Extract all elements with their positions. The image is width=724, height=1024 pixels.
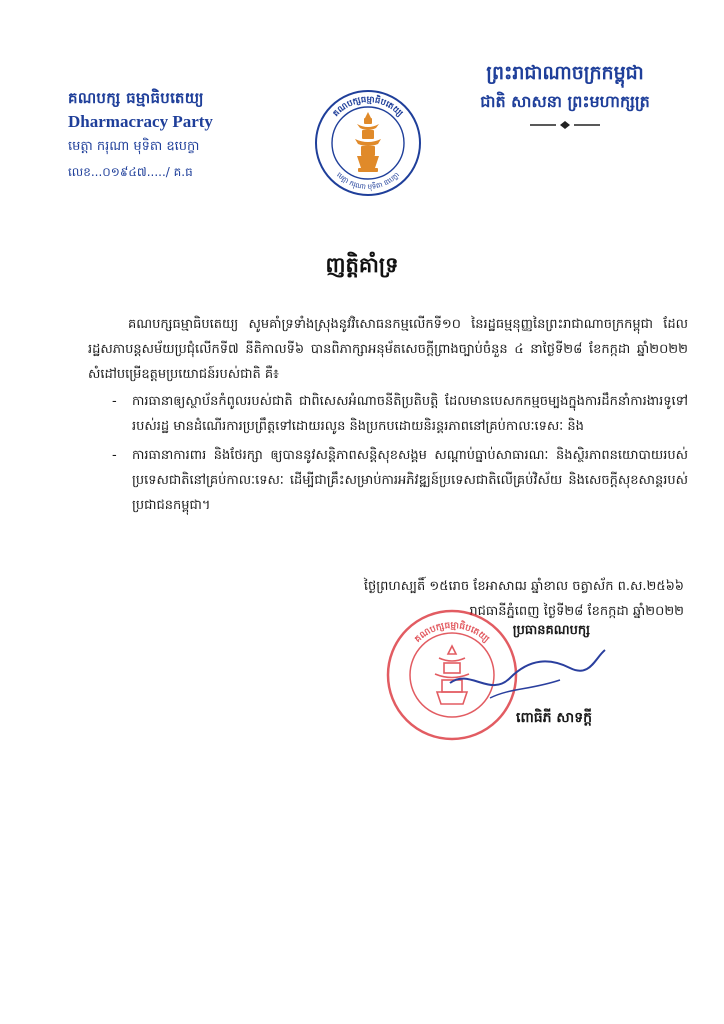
point-text: ការធានាឲ្យស្ថាប័នកំពូលរបស់ជាតិ ជាពិសេសអំណាចនីតិប្រតិបត្តិ ដែលមានបេសកកម្មចម្បងក្នុងការដឹកនាំការងារទូទៅរបស់រដ្ឋ មានដំណើរការប្រព្រឹត្តទៅដោយរលូន និងប្រកបដោយនិរន្តរភាពនៅគ្រប់កាលៈទេសៈ និង <box>132 394 688 434</box>
logo-bottom-text: មេត្តា ករុណា មុទិតា ឧបេក្ខា <box>334 170 402 192</box>
solar-date: រាជធានីភ្នំពេញ ថ្ងៃទី២៨ ខែកក្កដា ឆ្នាំ២០២២ <box>469 604 684 619</box>
reference-number: លេខ...០១៩៤៧...../ គ.ធ <box>68 165 193 179</box>
list-item <box>88 389 688 439</box>
signer-role: ប្រធានគណបក្ស <box>512 623 590 638</box>
signer-name: ពោធិភី សាទក្តី <box>516 710 592 726</box>
party-header <box>68 88 268 182</box>
party-name-english: Dharmacracy Party <box>68 112 213 131</box>
list-item <box>88 443 688 518</box>
point-text: ការធានាការពារ និងថែរក្សា ឲ្យបាននូវសន្តិភាពសន្តិសុខសង្គម សណ្តាប់ធ្នាប់សាធារណៈ និងស្ថិរភាពនយោបាយរបស់ប្រទេសជាតិនៅគ្រប់កាលៈទេសៈ ដើម្បីជាគ្រឹះសម្រាប់ការអភិវឌ្ឍន៍ប្រទេសជាតិលើគ្រប់វិស័យ និងសេចក្តីសុខសាន្តរបស់ប្រជាជនកម្ពុជា។ <box>132 448 688 513</box>
divider-ornament-icon <box>530 120 600 130</box>
document-body <box>88 312 688 522</box>
points-list <box>88 389 688 518</box>
kingdom-name: ព្រះរាជាណាចក្រកម្ពុជា <box>486 62 644 84</box>
bullet-dash-icon: - <box>112 394 117 409</box>
handwritten-signature-icon <box>430 628 610 718</box>
kingdom-header <box>430 60 700 134</box>
logo-ring-text: គណបក្សធម្មាធិបតេយ្យ <box>331 94 405 119</box>
intro-paragraph: គណបក្សធម្មាធិបតេយ្យ សូមគាំទ្រទាំងស្រុងនូវវិសោធនកម្មលើកទី១០ នៃរដ្ឋធម្មនុញ្ញនៃព្រះរាជាណាចក្រកម្ពុជា ដែលរដ្ឋសភាបន្តសម័យប្រជុំលើកទី៧ នីតិកាលទី៦ បានពិភាក្សាអនុម័តសេចក្តីព្រាងច្បាប់ចំនួន ៤ នាថ្ងៃទី២៨ ខែកក្កដា ឆ្នាំ២០២២ សំដៅបម្រើឧត្តមប្រយោជន៍របស់ជាតិ គឺ៖ <box>88 317 688 382</box>
party-logo-icon <box>313 88 423 198</box>
national-motto: ជាតិ សាសនា ព្រះមហាក្សត្រ <box>480 92 650 111</box>
party-motto: មេត្តា ករុណា មុទិតា ឧបេក្ខា <box>68 139 200 154</box>
document-title: ញត្តិគាំទ្រ <box>325 253 399 277</box>
bullet-dash-icon: - <box>112 448 117 463</box>
stamp-ring-text: គណបក្សធម្មាធិបតេយ្យ <box>412 620 491 645</box>
lunar-date: ថ្ងៃព្រហស្បតិ៍ ១៥រោច ខែអាសាឍ ឆ្នាំខាល ចត្វាស័ក ព.ស.២៥៦៦ <box>363 579 684 594</box>
party-name-khmer: គណបក្ស ធម្មាធិបតេយ្យ <box>68 89 204 107</box>
